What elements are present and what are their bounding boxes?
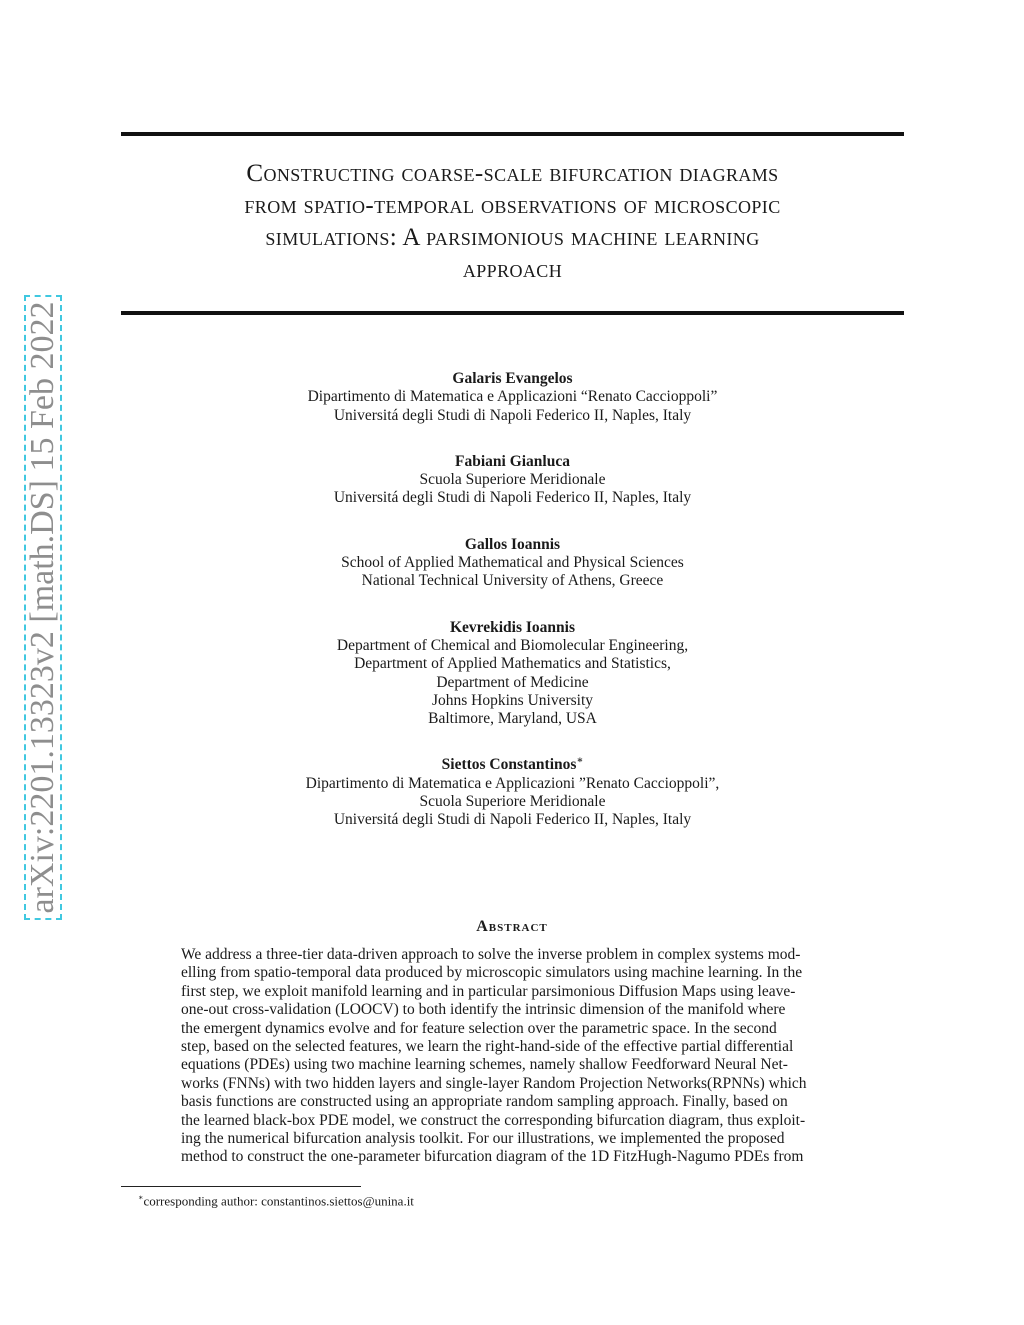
corresponding-author-marker[interactable]: ∗ xyxy=(576,755,584,767)
author-block xyxy=(121,756,904,829)
author-affiliation: Scuola Superiore Meridionale xyxy=(419,471,606,489)
corresponding-author-name xyxy=(121,756,904,774)
abstract-line: the learned black-box PDE model, we construct the corresponding bifurcation diagram, thus exploit- xyxy=(181,1111,806,1129)
abstract-line: the emergent dynamics evolve and for feature selection over the parametric space. In the second xyxy=(181,1019,777,1037)
title-line: Constructing coarse-scale bifurcation diagrams xyxy=(246,160,779,187)
arxiv-identifier-stamp[interactable]: arXiv:2201.13323v2 [math.DS] 15 Feb 2022 xyxy=(24,295,62,920)
abstract-line: first step, we exploit manifold learning and in particular parsimonious Diffusion Maps using leave- xyxy=(181,982,796,1000)
abstract-line: method to construct the one-parameter bifurcation diagram of the 1D FitzHugh-Nagumo PDEs from xyxy=(181,1148,804,1166)
footnote-text: corresponding author: constantinos.siettos@unina.it xyxy=(143,1193,414,1209)
abstract-line: step, based on the selected features, we learn the right-hand-side of the effective partial differential xyxy=(181,1038,794,1056)
author-block xyxy=(121,619,904,729)
author-affiliation: Universitá degli Studi di Napoli Federico II, Naples, Italy xyxy=(333,489,692,507)
author-block xyxy=(121,453,904,508)
author-name: Kevrekidis Ioannis xyxy=(449,618,576,636)
title-top-rule xyxy=(121,132,904,136)
abstract-body xyxy=(181,946,844,1167)
footnote-rule xyxy=(121,1186,361,1187)
author-affiliation: Johns Hopkins University xyxy=(431,691,594,709)
author-affiliation: Department of Medicine xyxy=(436,673,589,691)
author-block xyxy=(121,370,904,425)
author-affiliation: School of Applied Mathematical and Physical Sciences xyxy=(341,554,684,572)
footnote xyxy=(138,1190,414,1209)
abstract-line: basis functions are constructed using an appropriate random sampling approach. Finally, based on xyxy=(181,1093,788,1111)
footnote-marker: ∗ xyxy=(138,1193,144,1202)
abstract-line: ing the numerical bifurcation analysis toolkit. For our illustrations, we implemented the proposed xyxy=(181,1130,785,1148)
author-affiliation: Department of Chemical and Biomolecular Engineering, xyxy=(336,636,689,654)
author-block xyxy=(121,536,904,591)
author-affiliation: National Technical University of Athens, Greece xyxy=(361,572,664,590)
author-name: Gallos Ioannis xyxy=(464,535,561,553)
author-affiliation: Baltimore, Maryland, USA xyxy=(428,710,597,728)
abstract-line: elling from spatio-temporal data produced by microscopic simulators using machine learning. In the xyxy=(181,964,803,982)
title-bottom-rule xyxy=(121,311,904,315)
abstract-line: We address a three-tier data-driven approach to solve the inverse problem in complex systems mod- xyxy=(181,946,801,963)
title-line: simulations: A parsimonious machine learning xyxy=(265,224,760,251)
abstract-line: one-out cross-validation (LOOCV) to both identify the intrinsic dimension of the manifold where xyxy=(181,1001,786,1019)
author-affiliation: Dipartimento di Matematica e Applicazioni “Renato Caccioppoli” xyxy=(307,388,718,406)
author-affiliation: Department of Applied Mathematics and Statistics, xyxy=(354,655,671,673)
paper-title xyxy=(121,158,904,286)
abstract-heading: Abstract xyxy=(476,918,548,935)
author-affiliation: Scuola Superiore Meridionale xyxy=(419,793,606,811)
author-name: Galaris Evangelos xyxy=(452,370,573,387)
abstract-line: works (FNNs) with two hidden layers and single-layer Random Projection Networks(RPNNs) which xyxy=(181,1074,807,1092)
author-affiliation: Universitá degli Studi di Napoli Federico II, Naples, Italy xyxy=(333,406,692,424)
author-affiliation: Dipartimento di Matematica e Applicazioni ”Renato Caccioppoli”, xyxy=(305,774,720,792)
author-affiliation: Universitá degli Studi di Napoli Federico II, Naples, Italy xyxy=(333,811,692,829)
author-name-text: Siettos Constantinos xyxy=(441,756,577,774)
abstract-line: equations (PDEs) using two machine learning schemes, namely shallow Feedforward Neural Net- xyxy=(181,1056,788,1074)
title-line: approach xyxy=(462,256,563,283)
author-list xyxy=(121,370,904,858)
title-line: from spatio-temporal observations of microscopic xyxy=(244,192,781,219)
author-name: Fabiani Gianluca xyxy=(455,452,570,470)
